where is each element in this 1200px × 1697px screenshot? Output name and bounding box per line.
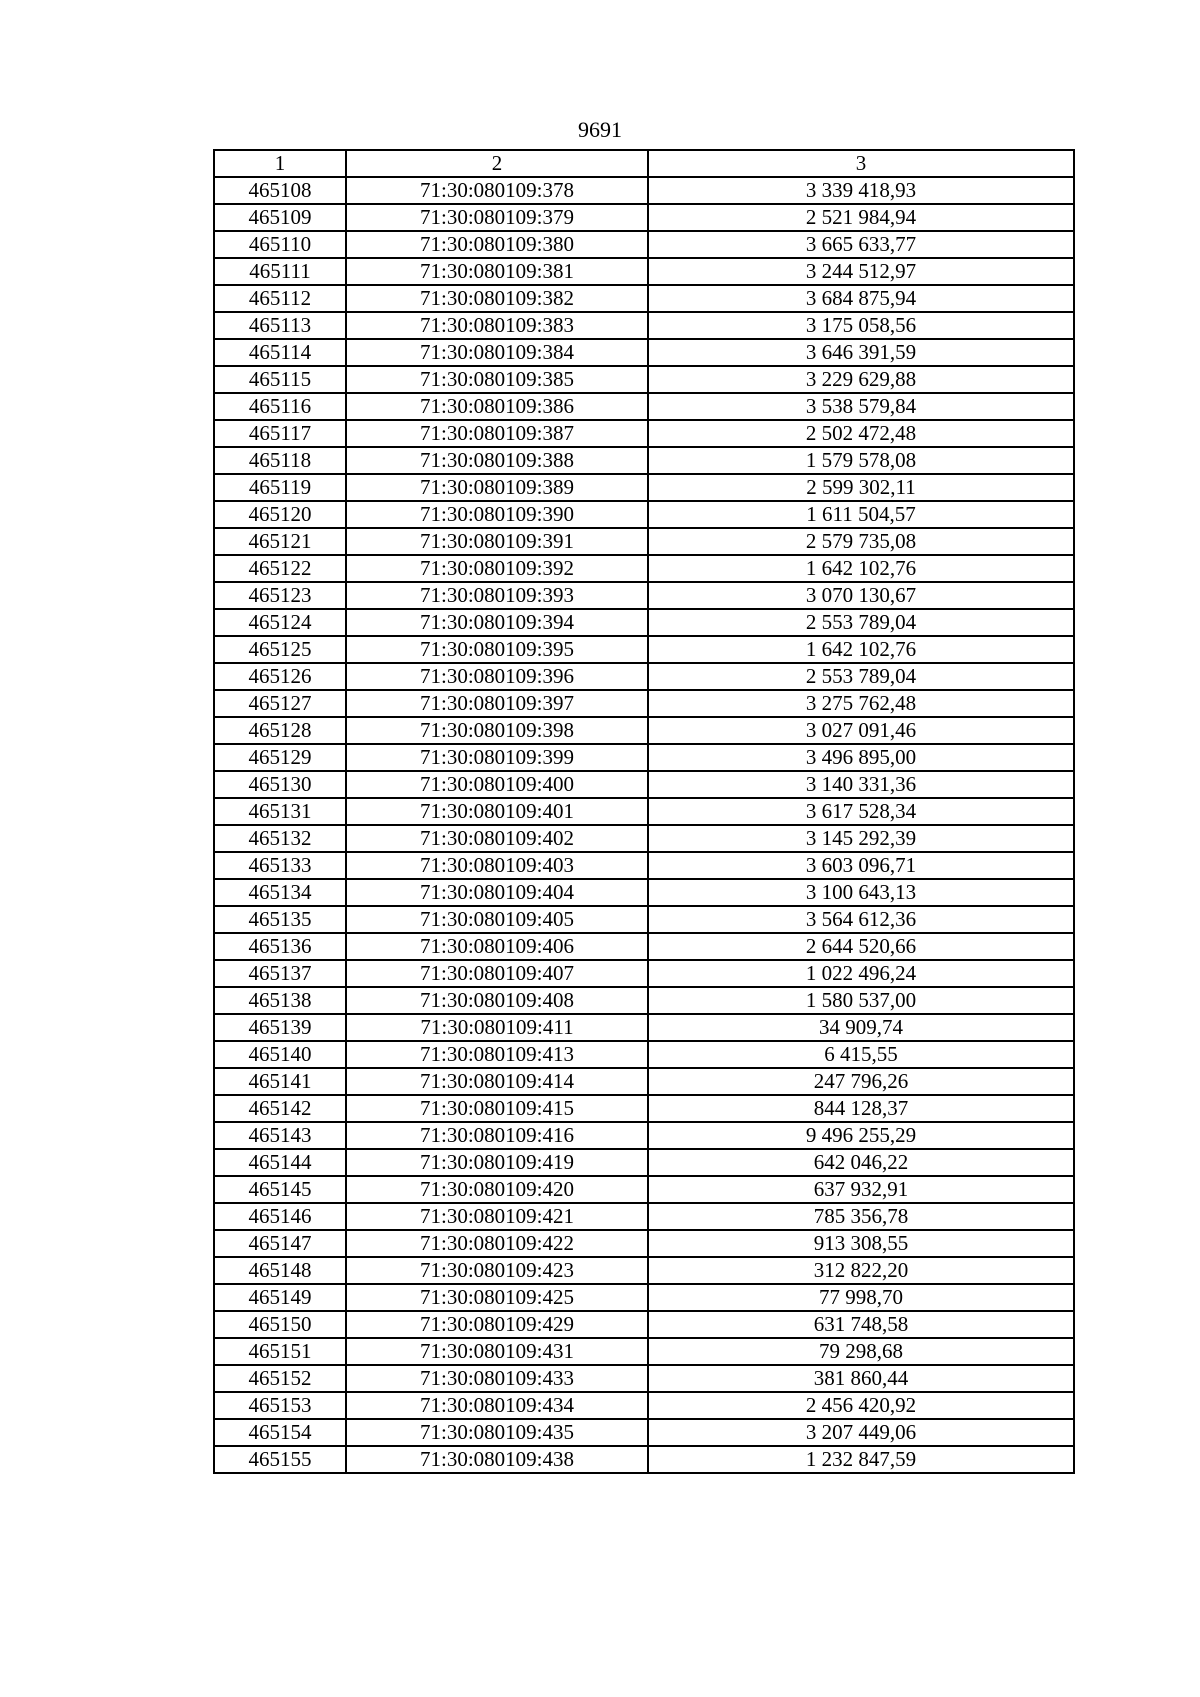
cadastral-number-cell: 71:30:080109:408 xyxy=(346,987,648,1014)
value-cell: 312 822,20 xyxy=(648,1257,1074,1284)
row-number-cell: 465133 xyxy=(214,852,346,879)
value-cell: 3 646 391,59 xyxy=(648,339,1074,366)
row-number-cell: 465129 xyxy=(214,744,346,771)
table-row xyxy=(214,663,1074,690)
value-cell: 2 644 520,66 xyxy=(648,933,1074,960)
header-row xyxy=(214,150,1074,177)
cadastral-number-cell: 71:30:080109:419 xyxy=(346,1149,648,1176)
table-row xyxy=(214,1122,1074,1149)
table-row xyxy=(214,204,1074,231)
value-cell: 3 140 331,36 xyxy=(648,771,1074,798)
cadastral-number-cell: 71:30:080109:411 xyxy=(346,1014,648,1041)
cadastral-number-cell: 71:30:080109:400 xyxy=(346,771,648,798)
cadastral-number-cell: 71:30:080109:438 xyxy=(346,1446,648,1473)
value-cell: 2 553 789,04 xyxy=(648,663,1074,690)
row-number-cell: 465153 xyxy=(214,1392,346,1419)
row-number-cell: 465118 xyxy=(214,447,346,474)
table-row xyxy=(214,1419,1074,1446)
row-number-cell: 465124 xyxy=(214,609,346,636)
row-number-cell: 465120 xyxy=(214,501,346,528)
column-header-2: 2 xyxy=(346,150,648,177)
cadastral-number-cell: 71:30:080109:391 xyxy=(346,528,648,555)
row-number-cell: 465146 xyxy=(214,1203,346,1230)
value-cell: 1 642 102,76 xyxy=(648,555,1074,582)
table-row xyxy=(214,582,1074,609)
cadastral-number-cell: 71:30:080109:395 xyxy=(346,636,648,663)
row-number-cell: 465108 xyxy=(214,177,346,204)
table-row xyxy=(214,501,1074,528)
value-cell: 785 356,78 xyxy=(648,1203,1074,1230)
row-number-cell: 465122 xyxy=(214,555,346,582)
row-number-cell: 465143 xyxy=(214,1122,346,1149)
cadastral-number-cell: 71:30:080109:393 xyxy=(346,582,648,609)
row-number-cell: 465123 xyxy=(214,582,346,609)
table-row xyxy=(214,1068,1074,1095)
table-row xyxy=(214,744,1074,771)
table-row xyxy=(214,366,1074,393)
table-row xyxy=(214,474,1074,501)
value-cell: 913 308,55 xyxy=(648,1230,1074,1257)
table-row xyxy=(214,798,1074,825)
table-row xyxy=(214,1311,1074,1338)
table-row xyxy=(214,717,1074,744)
table-row xyxy=(214,420,1074,447)
row-number-cell: 465119 xyxy=(214,474,346,501)
cadastral-number-cell: 71:30:080109:382 xyxy=(346,285,648,312)
value-cell: 3 684 875,94 xyxy=(648,285,1074,312)
table-row xyxy=(214,1365,1074,1392)
value-cell: 1 580 537,00 xyxy=(648,987,1074,1014)
cadastral-number-cell: 71:30:080109:406 xyxy=(346,933,648,960)
row-number-cell: 465137 xyxy=(214,960,346,987)
table-row xyxy=(214,555,1074,582)
table-row xyxy=(214,1149,1074,1176)
row-number-cell: 465140 xyxy=(214,1041,346,1068)
table-row xyxy=(214,1230,1074,1257)
cadastral-number-cell: 71:30:080109:387 xyxy=(346,420,648,447)
column-header-1: 1 xyxy=(214,150,346,177)
cadastral-number-cell: 71:30:080109:379 xyxy=(346,204,648,231)
row-number-cell: 465115 xyxy=(214,366,346,393)
value-cell: 2 502 472,48 xyxy=(648,420,1074,447)
value-cell: 1 232 847,59 xyxy=(648,1446,1074,1473)
row-number-cell: 465152 xyxy=(214,1365,346,1392)
row-number-cell: 465138 xyxy=(214,987,346,1014)
cadastral-number-cell: 71:30:080109:396 xyxy=(346,663,648,690)
table-row xyxy=(214,393,1074,420)
row-number-cell: 465149 xyxy=(214,1284,346,1311)
cadastral-number-cell: 71:30:080109:398 xyxy=(346,717,648,744)
cadastral-number-cell: 71:30:080109:381 xyxy=(346,258,648,285)
value-cell: 3 275 762,48 xyxy=(648,690,1074,717)
row-number-cell: 465130 xyxy=(214,771,346,798)
table-row xyxy=(214,1392,1074,1419)
cadastral-number-cell: 71:30:080109:434 xyxy=(346,1392,648,1419)
row-number-cell: 465127 xyxy=(214,690,346,717)
value-cell: 247 796,26 xyxy=(648,1068,1074,1095)
cadastral-number-cell: 71:30:080109:383 xyxy=(346,312,648,339)
table-row xyxy=(214,636,1074,663)
value-cell: 3 175 058,56 xyxy=(648,312,1074,339)
row-number-cell: 465150 xyxy=(214,1311,346,1338)
value-cell: 631 748,58 xyxy=(648,1311,1074,1338)
cadastral-number-cell: 71:30:080109:389 xyxy=(346,474,648,501)
table-header xyxy=(214,150,1074,177)
table-row xyxy=(214,933,1074,960)
table-row xyxy=(214,1203,1074,1230)
table-row xyxy=(214,1176,1074,1203)
table-row xyxy=(214,339,1074,366)
cadastral-number-cell: 71:30:080109:422 xyxy=(346,1230,648,1257)
value-cell: 77 998,70 xyxy=(648,1284,1074,1311)
table-row xyxy=(214,1446,1074,1473)
row-number-cell: 465155 xyxy=(214,1446,346,1473)
cadastral-number-cell: 71:30:080109:433 xyxy=(346,1365,648,1392)
row-number-cell: 465151 xyxy=(214,1338,346,1365)
cadastral-number-cell: 71:30:080109:397 xyxy=(346,690,648,717)
value-cell: 6 415,55 xyxy=(648,1041,1074,1068)
row-number-cell: 465154 xyxy=(214,1419,346,1446)
table-row xyxy=(214,771,1074,798)
cadastral-value-table xyxy=(213,149,1075,1474)
cadastral-number-cell: 71:30:080109:416 xyxy=(346,1122,648,1149)
cadastral-number-cell: 71:30:080109:384 xyxy=(346,339,648,366)
value-cell: 1 642 102,76 xyxy=(648,636,1074,663)
value-cell: 3 229 629,88 xyxy=(648,366,1074,393)
table-row xyxy=(214,447,1074,474)
row-number-cell: 465136 xyxy=(214,933,346,960)
row-number-cell: 465111 xyxy=(214,258,346,285)
cadastral-number-cell: 71:30:080109:435 xyxy=(346,1419,648,1446)
value-cell: 34 909,74 xyxy=(648,1014,1074,1041)
page-number: 9691 xyxy=(578,117,622,142)
table-row xyxy=(214,1338,1074,1365)
table-row xyxy=(214,960,1074,987)
value-cell: 2 579 735,08 xyxy=(648,528,1074,555)
table-row xyxy=(214,987,1074,1014)
value-cell: 1 579 578,08 xyxy=(648,447,1074,474)
value-cell: 1 611 504,57 xyxy=(648,501,1074,528)
cadastral-number-cell: 71:30:080109:415 xyxy=(346,1095,648,1122)
table-row xyxy=(214,609,1074,636)
value-cell: 2 599 302,11 xyxy=(648,474,1074,501)
row-number-cell: 465148 xyxy=(214,1257,346,1284)
cadastral-number-cell: 71:30:080109:388 xyxy=(346,447,648,474)
cadastral-number-cell: 71:30:080109:414 xyxy=(346,1068,648,1095)
value-cell: 3 145 292,39 xyxy=(648,825,1074,852)
cadastral-number-cell: 71:30:080109:402 xyxy=(346,825,648,852)
cadastral-number-cell: 71:30:080109:390 xyxy=(346,501,648,528)
row-number-cell: 465139 xyxy=(214,1014,346,1041)
row-number-cell: 465147 xyxy=(214,1230,346,1257)
cadastral-number-cell: 71:30:080109:420 xyxy=(346,1176,648,1203)
value-cell: 3 100 643,13 xyxy=(648,879,1074,906)
value-cell: 844 128,37 xyxy=(648,1095,1074,1122)
value-cell: 381 860,44 xyxy=(648,1365,1074,1392)
table-row xyxy=(214,1041,1074,1068)
value-cell: 3 665 633,77 xyxy=(648,231,1074,258)
table-row xyxy=(214,879,1074,906)
cadastral-number-cell: 71:30:080109:431 xyxy=(346,1338,648,1365)
value-cell: 1 022 496,24 xyxy=(648,960,1074,987)
table-row xyxy=(214,231,1074,258)
table-row xyxy=(214,258,1074,285)
table-row xyxy=(214,906,1074,933)
row-number-cell: 465128 xyxy=(214,717,346,744)
row-number-cell: 465110 xyxy=(214,231,346,258)
row-number-cell: 465116 xyxy=(214,393,346,420)
row-number-cell: 465141 xyxy=(214,1068,346,1095)
row-number-cell: 465145 xyxy=(214,1176,346,1203)
cadastral-number-cell: 71:30:080109:380 xyxy=(346,231,648,258)
row-number-cell: 465113 xyxy=(214,312,346,339)
cadastral-number-cell: 71:30:080109:386 xyxy=(346,393,648,420)
row-number-cell: 465142 xyxy=(214,1095,346,1122)
cadastral-number-cell: 71:30:080109:394 xyxy=(346,609,648,636)
value-cell: 79 298,68 xyxy=(648,1338,1074,1365)
row-number-cell: 465109 xyxy=(214,204,346,231)
cadastral-number-cell: 71:30:080109:423 xyxy=(346,1257,648,1284)
cadastral-number-cell: 71:30:080109:421 xyxy=(346,1203,648,1230)
table-row xyxy=(214,852,1074,879)
cadastral-number-cell: 71:30:080109:404 xyxy=(346,879,648,906)
table-row xyxy=(214,1257,1074,1284)
table-row xyxy=(214,528,1074,555)
row-number-cell: 465134 xyxy=(214,879,346,906)
table-body xyxy=(214,177,1074,1473)
table-row xyxy=(214,312,1074,339)
value-cell: 3 339 418,93 xyxy=(648,177,1074,204)
row-number-cell: 465121 xyxy=(214,528,346,555)
cadastral-number-cell: 71:30:080109:429 xyxy=(346,1311,648,1338)
cadastral-number-cell: 71:30:080109:407 xyxy=(346,960,648,987)
table-row xyxy=(214,825,1074,852)
value-cell: 3 244 512,97 xyxy=(648,258,1074,285)
table-row xyxy=(214,285,1074,312)
table-row xyxy=(214,690,1074,717)
cadastral-number-cell: 71:30:080109:401 xyxy=(346,798,648,825)
value-cell: 3 496 895,00 xyxy=(648,744,1074,771)
table-row xyxy=(214,1014,1074,1041)
column-header-3: 3 xyxy=(648,150,1074,177)
cadastral-number-cell: 71:30:080109:385 xyxy=(346,366,648,393)
table-row xyxy=(214,1284,1074,1311)
table-row xyxy=(214,1095,1074,1122)
value-cell: 3 027 091,46 xyxy=(648,717,1074,744)
cadastral-number-cell: 71:30:080109:403 xyxy=(346,852,648,879)
table-row xyxy=(214,177,1074,204)
value-cell: 637 932,91 xyxy=(648,1176,1074,1203)
row-number-cell: 465125 xyxy=(214,636,346,663)
value-cell: 2 521 984,94 xyxy=(648,204,1074,231)
value-cell: 3 564 612,36 xyxy=(648,906,1074,933)
value-cell: 3 070 130,67 xyxy=(648,582,1074,609)
cadastral-number-cell: 71:30:080109:413 xyxy=(346,1041,648,1068)
value-cell: 3 538 579,84 xyxy=(648,393,1074,420)
value-cell: 3 603 096,71 xyxy=(648,852,1074,879)
row-number-cell: 465135 xyxy=(214,906,346,933)
value-cell: 2 553 789,04 xyxy=(648,609,1074,636)
row-number-cell: 465144 xyxy=(214,1149,346,1176)
row-number-cell: 465117 xyxy=(214,420,346,447)
cadastral-number-cell: 71:30:080109:425 xyxy=(346,1284,648,1311)
value-cell: 642 046,22 xyxy=(648,1149,1074,1176)
row-number-cell: 465126 xyxy=(214,663,346,690)
value-cell: 9 496 255,29 xyxy=(648,1122,1074,1149)
value-cell: 2 456 420,92 xyxy=(648,1392,1074,1419)
cadastral-number-cell: 71:30:080109:399 xyxy=(346,744,648,771)
row-number-cell: 465132 xyxy=(214,825,346,852)
row-number-cell: 465131 xyxy=(214,798,346,825)
row-number-cell: 465114 xyxy=(214,339,346,366)
cadastral-number-cell: 71:30:080109:392 xyxy=(346,555,648,582)
row-number-cell: 465112 xyxy=(214,285,346,312)
cadastral-number-cell: 71:30:080109:405 xyxy=(346,906,648,933)
value-cell: 3 617 528,34 xyxy=(648,798,1074,825)
value-cell: 3 207 449,06 xyxy=(648,1419,1074,1446)
cadastral-number-cell: 71:30:080109:378 xyxy=(346,177,648,204)
